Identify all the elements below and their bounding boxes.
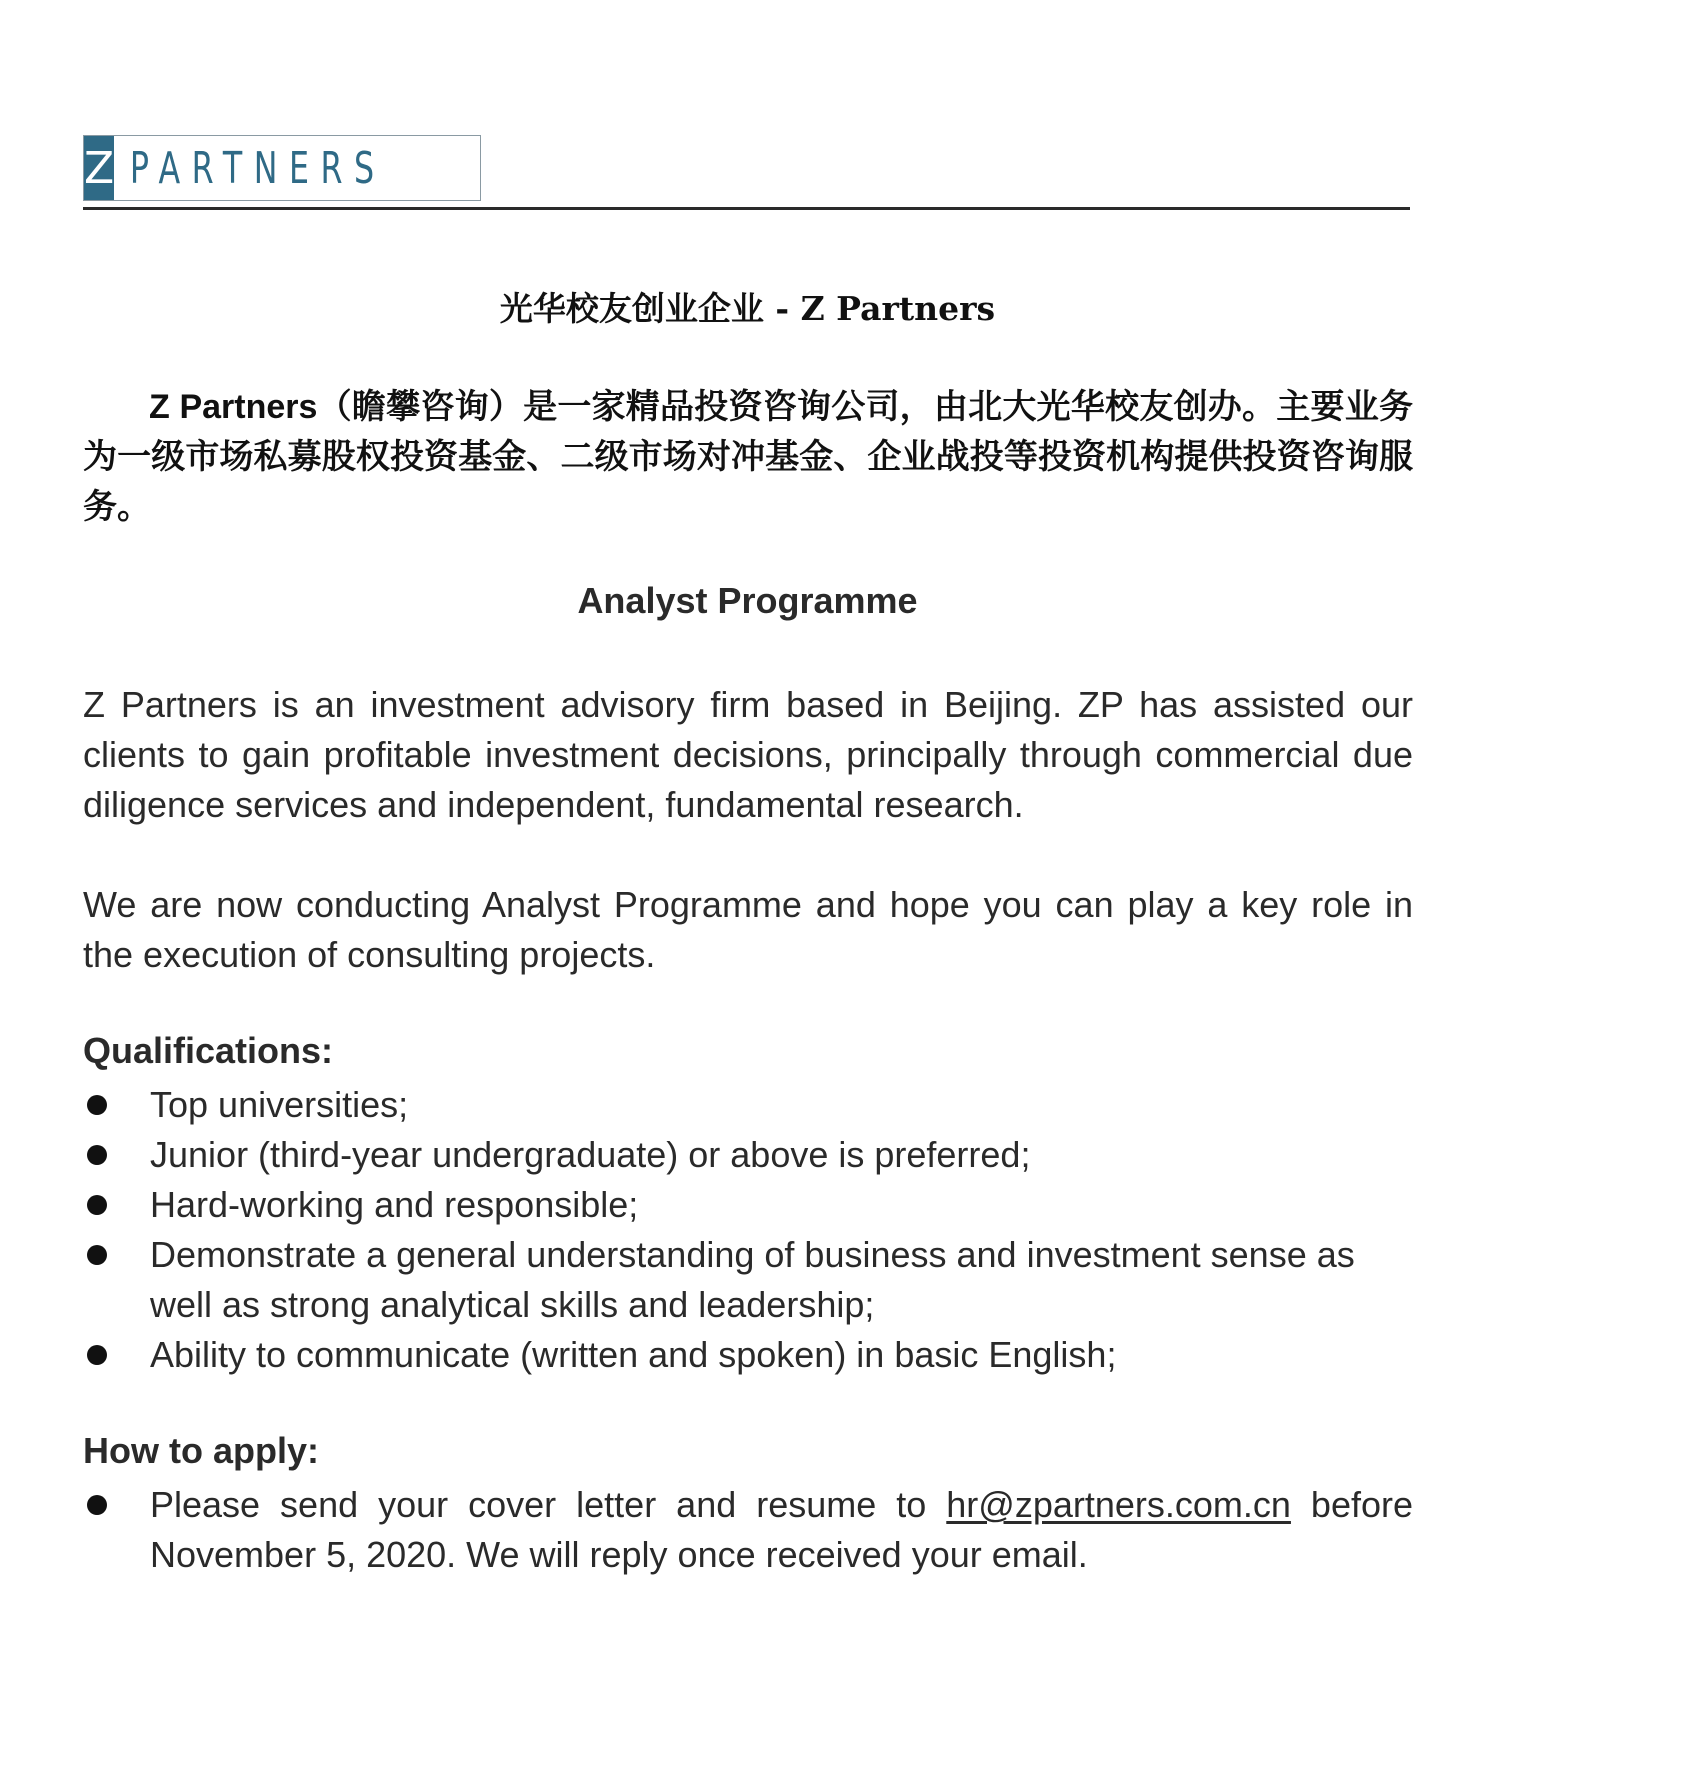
section-title: Analyst Programme [577,580,918,621]
chinese-title: 光华校友创业企业 - Z Partners [499,289,996,328]
bullet-icon [87,1095,107,1115]
bullet-icon [87,1495,107,1515]
list-item [83,1130,1413,1180]
list-item-text: Top universities; [150,1084,409,1125]
qualifications-list [83,1080,1413,1380]
apply-text-before: Please send your cover letter and resume to [150,1484,947,1525]
how-to-apply-heading: How to apply: [83,1430,319,1471]
list-item [83,1480,1413,1580]
apply-list [83,1480,1413,1580]
header-divider [83,207,1410,210]
chinese-intro-brand: Z Partners [149,388,318,426]
logo-wordmark: PARTNERS [129,142,386,194]
programme-paragraph: We are now conducting Analyst Programme and hope you can play a key role in the execution of consulting projects. [83,884,1413,975]
list-item [83,1180,1413,1230]
list-item-text: Ability to communicate (written and spoken) in basic English; [150,1334,1117,1375]
list-item-text: Demonstrate a general understanding of business and investment sense as well as strong analytical skills and leadership; [150,1234,1355,1325]
intro-paragraph: Z Partners is an investment advisory firm based in Beijing. ZP has assisted our clients to gain profitable investment decisions, principally through commercial due diligence services and independent, fundamental research. [83,684,1413,825]
bullet-icon [87,1245,107,1265]
bullet-icon [87,1195,107,1215]
list-item [83,1230,1413,1330]
apply-text-after: before November 5, 2020. We will reply once received your email. [150,1484,1414,1575]
email-link[interactable]: hr@zpartners.com.cn [946,1484,1291,1525]
bullet-icon [87,1145,107,1165]
list-item-text: Junior (third-year undergraduate) or above is preferred; [150,1134,1031,1175]
z-partners-logo [83,135,481,201]
qualifications-heading: Qualifications: [83,1030,334,1071]
logo-mark: Z [84,136,114,200]
chinese-intro-text: （瞻攀咨询）是一家精品投资咨询公司，由北大光华校友创办。主要业务为一级市场私募股权投资基金、二级市场对冲基金、企业战投等投资机构提供投资咨询服务。 [83,387,1413,527]
chinese-intro-paragraph [83,382,1413,532]
list-item-text: Hard-working and responsible; [150,1184,639,1225]
list-item [83,1330,1413,1380]
bullet-icon [87,1345,107,1365]
list-item [83,1080,1413,1130]
